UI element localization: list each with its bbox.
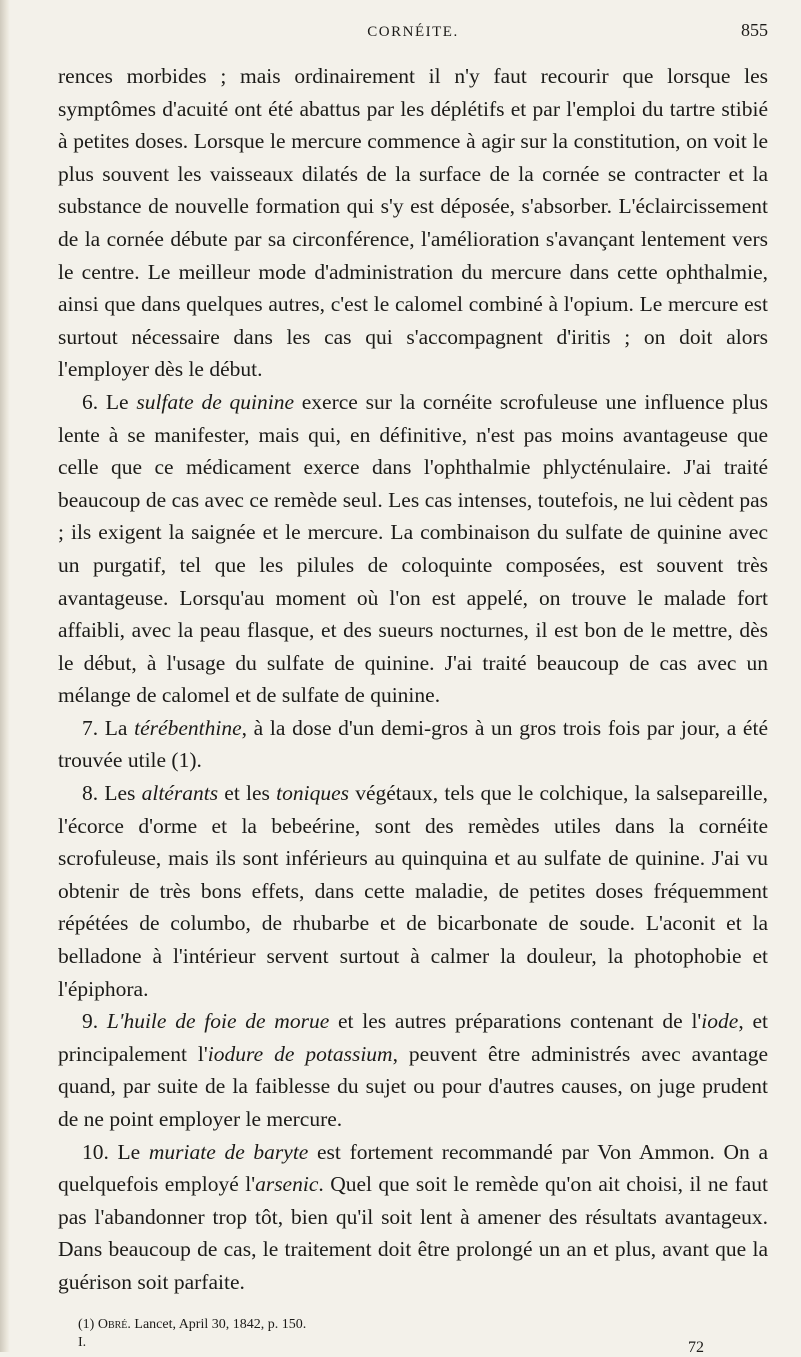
page-number: 855 (741, 20, 768, 40)
italic-term: sulfate de quinine (136, 389, 294, 414)
signature-mark: I. (78, 1334, 87, 1350)
paragraph-p0 (58, 60, 768, 386)
paragraph-p9 (58, 1005, 768, 1135)
italic-term: muriate de baryte (148, 1139, 309, 1164)
text-run: , peuvent être administrés avec avantage quand, par suite de la faiblesse du sujet ou pour d'autres causes, on juge prudent de ne point employer le mercure. (58, 1041, 768, 1131)
text-run: , et principalement l' (58, 1009, 768, 1066)
footnote-marker: (1) (78, 1316, 98, 1332)
book-page (58, 18, 768, 1357)
italic-term: L'huile de foie de morue (106, 1009, 330, 1034)
footnote-author: Obré (97, 1316, 128, 1332)
footnote (58, 1315, 768, 1335)
italic-term: iode (701, 1009, 739, 1034)
text-run: . Quel que soit le remède qu'on ait choisi, il ne faut pas l'abandonner trop tôt, bien qu'il soit lent à amener des résultats avantageux. Dans beaucoup de cas, le traitement doit être prolongé un an et plus, avant que la guérison soit parfaite. (58, 1172, 768, 1294)
paragraph-p10 (58, 1136, 768, 1299)
italic-term: térébenthine (134, 715, 242, 740)
body-text (58, 60, 768, 1299)
paragraph-p8 (58, 777, 768, 1005)
text-run: , à la dose d'un demi-gros à un gros trois fois par jour, a été trouvée utile (1). (58, 715, 768, 773)
text-run: rences morbides ; mais ordinairement il n'y faut recourir que lorsque les symptômes d'acuité ont été abattus par les déplétifs et par l'emploi du tartre stibié à petites doses. Lorsque le mercure commence à agir sur la constitution, on voit le plus souvent les vaisseaux dilatés de la surface de la cornée se contracter et la substance de nouvelle formation qui s'y est déposée, s'absorber. L'éclaircissement de la cornée débute par sa circonférence, l'amélioration s'avançant lentement vers le centre. Le meilleur mode d'administration du mercure dans cette ophthalmie, ainsi que dans quelques autres, c'est le calomel combiné à l'opium. Le mercure est surtout nécessaire dans les cas qui s'accompagnent d'iritis ; on doit alors l'employer dès le début. (58, 64, 768, 382)
italic-term: iodure de potassium (207, 1041, 393, 1066)
text-run: 8. Les (82, 781, 142, 806)
italic-term: arsenic (255, 1172, 319, 1197)
text-run: 6. Le (82, 389, 137, 414)
page-header (58, 18, 768, 48)
footnote-citation: . Lancet, April 30, 1842, p. 150. (127, 1316, 307, 1332)
text-run: est fortement recommandé par Von Ammon. On a quelquefois employé l' (58, 1139, 768, 1197)
text-run: 9. (82, 1009, 107, 1034)
footnote-separator (58, 1299, 768, 1305)
paragraph-p6 (58, 386, 768, 712)
text-run: 10. Le (82, 1139, 149, 1164)
text-run: et les (218, 781, 277, 806)
signature-line (58, 1335, 768, 1357)
text-run: végétaux, tels que le colchique, la salsepareille, l'écorce d'orme et la bebeérine, sont des remèdes utiles dans la cornéite scrofuleuse, mais ils sont inférieurs au quinquina et au sulfate de quinine. J'ai vu obtenir de très bons effets, dans cette maladie, de petites doses fréquemment répétées de columbo, de rhubarbe et de bicarbonate de soude. L'aconit et la belladone à l'intérieur servent surtout à calmer la douleur, la photophobie et l'épiphora. (58, 781, 768, 1001)
running-head: CORNÉITE. (367, 24, 459, 40)
italic-term: altérants (141, 781, 219, 806)
italic-term: toniques (276, 781, 349, 806)
text-run: et les autres préparations contenant de l' (329, 1009, 702, 1034)
page-binding-edge (0, 0, 10, 1352)
paragraph-p7 (58, 712, 768, 777)
text-run: exerce sur la cornéite scrofuleuse une influence plus lente à se manifester, mais qui, en définitive, n'est pas moins avantageuse que celle que ce médicament exerce dans l'ophthalmie phlycténulaire. J'ai traité beaucoup de cas avec ce remède seul. Les cas intenses, toutefois, ne lui cèdent pas ; ils exigent la saignée et le mercure. La combinaison du sulfate de quinine avec un purgatif, tel que les pilules de coloquinte composées, est souvent très avantageuse. Lorsqu'au moment où l'on est appelé, on trouve le malade fort affaibli, avec la peau flasque, et des sueurs nocturnes, il est bon de le mettre, dès le début, à l'usage du sulfate de quinine. J'ai traité beaucoup de cas avec un mélange de calomel et de sulfate de quinine. (58, 389, 768, 708)
signature-number: 72 (688, 1338, 704, 1356)
text-run: 7. La (82, 715, 135, 740)
